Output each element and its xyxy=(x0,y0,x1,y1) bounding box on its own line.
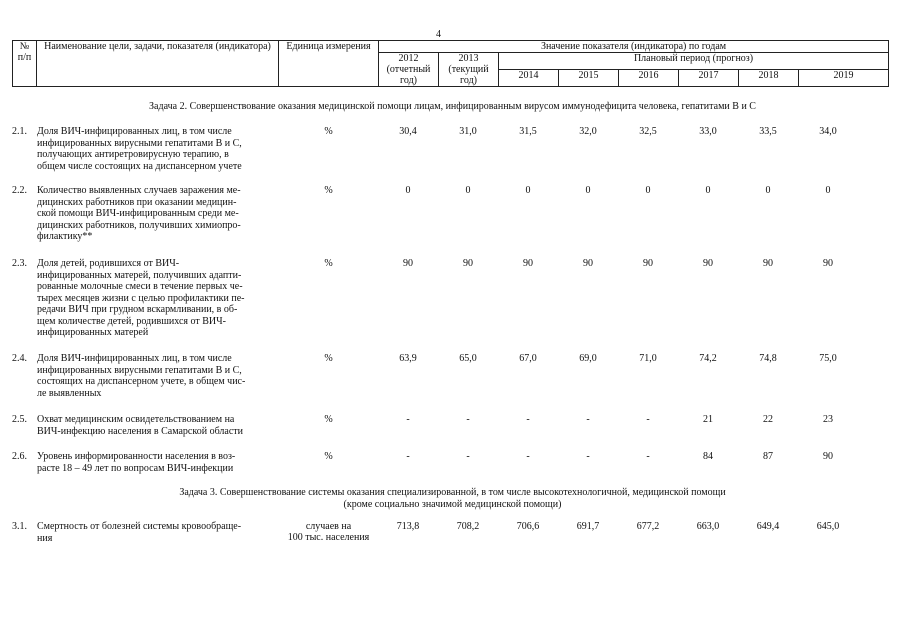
row-number: 2.4. xyxy=(12,353,27,364)
row-name-line: Охват медицинским освидетельствованием на xyxy=(37,414,235,425)
header-2013-year: 2013 xyxy=(458,53,479,64)
row-value: 663,0 xyxy=(696,521,720,532)
header-num: № п/п xyxy=(13,41,37,87)
row-value: 63,9 xyxy=(399,353,417,364)
row-name-line: Доля ВИЧ-инфицированных лиц, в том числе xyxy=(37,353,232,364)
row-name-line: инфицированных матерей, получивших адапти- xyxy=(37,269,242,281)
header-planned-period: Плановый период (прогноз) xyxy=(499,53,889,70)
row-name-line: инфицированных вирусными гепатитами B и C, xyxy=(37,364,242,376)
row-name-line: ВИЧ-инфекцию населения в Самарской области xyxy=(37,425,243,437)
row-name-line: Доля ВИЧ-инфицированных лиц, в том числе xyxy=(37,126,232,137)
row-value: 0 xyxy=(405,185,411,196)
row-name-line: щем количестве детей, родившихся от ВИЧ- xyxy=(37,315,226,327)
row-value: 90 xyxy=(763,258,773,269)
row-number: 2.1. xyxy=(12,126,27,137)
row-number: 2.2. xyxy=(12,185,27,196)
header-values-by-year: Значение показателя (индикатора) по годам xyxy=(379,41,889,53)
row-value: 84 xyxy=(703,451,713,462)
header-2012-year: 2012 xyxy=(398,53,419,64)
row-name-line: ской помощи ВИЧ-инфицированным среди ме- xyxy=(37,208,239,219)
row-name xyxy=(37,126,277,172)
row-value: 708,2 xyxy=(456,521,480,532)
task3-heading-line1: Задача 3. Совершенствование системы оказания специализированной, в том числе высокотехнологичной, медицинской помощи xyxy=(179,487,726,498)
row-name-line: состоящих на диспансерном учете, в общем чис- xyxy=(37,376,246,387)
row-value: 30,4 xyxy=(399,126,417,137)
row-name-line: инфицированных вирусными гепатитами B и C, xyxy=(37,137,242,149)
row-name-line: тырех месяцев жизни с целью профилактики пе- xyxy=(37,292,245,304)
row-name-line: филактику** xyxy=(37,231,93,242)
row-value: - xyxy=(646,451,650,462)
row-value: 23 xyxy=(823,414,833,425)
header-year-2015: 2015 xyxy=(559,70,619,87)
row-name xyxy=(37,521,277,544)
row-value: 21 xyxy=(703,414,713,425)
row-value: 90 xyxy=(703,258,713,269)
row-value: 71,0 xyxy=(639,353,657,364)
header-2012-note: (отчетный год) xyxy=(386,64,431,86)
row-value: 90 xyxy=(523,258,533,269)
row-value: 34,0 xyxy=(819,126,837,137)
row-value: 0 xyxy=(525,185,531,196)
row-unit: % xyxy=(324,451,333,462)
row-value: 74,2 xyxy=(699,353,717,364)
row-number: 2.6. xyxy=(12,451,27,462)
row-number: 3.1. xyxy=(12,521,27,532)
row-value: 32,5 xyxy=(639,126,657,137)
row-name-line: рованные молочные смеси в течение первых че- xyxy=(37,281,243,292)
row-name-line: Смертность от болезней системы кровообраще- xyxy=(37,521,242,532)
row-name xyxy=(37,353,277,399)
row-name-line: получающих антиретровирусную терапию, в xyxy=(37,149,229,160)
row-value: 33,5 xyxy=(759,126,777,137)
row-value: 0 xyxy=(465,185,471,196)
row-value: - xyxy=(466,451,470,462)
row-value: 645,0 xyxy=(816,521,840,532)
row-value: 691,7 xyxy=(576,521,600,532)
row-value: 649,4 xyxy=(756,521,780,532)
row-value: 90 xyxy=(823,258,833,269)
row-unit xyxy=(279,521,378,543)
row-value: 67,0 xyxy=(519,353,537,364)
row-value: 87 xyxy=(763,451,773,462)
row-name xyxy=(37,451,277,474)
row-value: - xyxy=(526,414,530,425)
task3-heading xyxy=(0,487,905,511)
row-name-line: редачи ВИЧ при грудном вскармливании, в об- xyxy=(37,304,238,315)
header-year-2016: 2016 xyxy=(619,70,679,87)
row-name-line: инфицированных матерей xyxy=(37,327,149,338)
row-value: 713,8 xyxy=(396,521,420,532)
header-2013 xyxy=(439,53,499,87)
header-name: Наименование цели, задачи, показателя (индикатора) xyxy=(37,41,279,87)
row-value: 69,0 xyxy=(579,353,597,364)
table-header xyxy=(12,40,889,87)
row-name xyxy=(37,414,277,437)
row-value: 75,0 xyxy=(819,353,837,364)
header-2012 xyxy=(379,53,439,87)
row-name-line: Количество выявленных случаев заражения ме- xyxy=(37,185,241,196)
page-number: 4 xyxy=(436,29,441,40)
row-unit: % xyxy=(324,258,333,269)
row-name-line: Доля детей, родившихся от ВИЧ- xyxy=(37,258,180,269)
row-value: - xyxy=(406,414,410,425)
row-name-line: ле выявленных xyxy=(37,387,102,399)
row-value: 74,8 xyxy=(759,353,777,364)
row-value: 90 xyxy=(643,258,653,269)
header-unit: Единица измерения xyxy=(279,41,379,87)
row-value: 90 xyxy=(583,258,593,269)
row-name-line: ния xyxy=(37,532,53,544)
task2-heading: Задача 2. Совершенствование оказания медицинской помощи лицам, инфицированным вирусом иммунодефицита человека, гепатитами B и C xyxy=(149,101,756,112)
row-name-line: Уровень информированности населения в воз- xyxy=(37,451,236,462)
row-value: 31,0 xyxy=(459,126,477,137)
row-value: 33,0 xyxy=(699,126,717,137)
row-value: - xyxy=(466,414,470,425)
row-unit-line: 100 тыс. населения xyxy=(287,532,370,543)
row-number: 2.3. xyxy=(12,258,27,269)
row-value: 22 xyxy=(763,414,773,425)
header-year-2019: 2019 xyxy=(799,70,889,87)
row-value: 0 xyxy=(765,185,771,196)
row-value: - xyxy=(526,451,530,462)
row-value: - xyxy=(586,414,590,425)
row-name-line: дицинских работников при оказании медицин- xyxy=(37,196,237,208)
row-value: 0 xyxy=(705,185,711,196)
header-year-2018: 2018 xyxy=(739,70,799,87)
row-unit-line: случаев на xyxy=(305,521,352,532)
row-name-line: общем числе состоящих на диспансерном учете xyxy=(37,160,242,172)
row-name-line: дицинских работников, получивших химиопро- xyxy=(37,219,241,231)
row-value: 90 xyxy=(823,451,833,462)
row-name xyxy=(37,258,277,339)
row-unit: % xyxy=(324,353,333,364)
row-value: 65,0 xyxy=(459,353,477,364)
row-value: 90 xyxy=(463,258,473,269)
row-value: 0 xyxy=(645,185,651,196)
header-2013-note: (текущий год) xyxy=(448,64,489,86)
row-value: - xyxy=(406,451,410,462)
row-value: 0 xyxy=(585,185,591,196)
row-value: 706,6 xyxy=(516,521,540,532)
row-value: 32,0 xyxy=(579,126,597,137)
row-name xyxy=(37,185,277,243)
row-unit: % xyxy=(324,185,333,196)
task3-heading-line2: (кроме социально значимой медицинской помощи) xyxy=(343,499,562,510)
header-year-2014: 2014 xyxy=(499,70,559,87)
row-value: 677,2 xyxy=(636,521,660,532)
row-name-line: расте 18 – 49 лет по вопросам ВИЧ-инфекции xyxy=(37,462,234,474)
row-value: 90 xyxy=(403,258,413,269)
row-value: 0 xyxy=(825,185,831,196)
row-unit: % xyxy=(324,126,333,137)
row-number: 2.5. xyxy=(12,414,27,425)
row-value: 31,5 xyxy=(519,126,537,137)
header-year-2017: 2017 xyxy=(679,70,739,87)
row-value: - xyxy=(586,451,590,462)
row-value: - xyxy=(646,414,650,425)
row-unit: % xyxy=(324,414,333,425)
